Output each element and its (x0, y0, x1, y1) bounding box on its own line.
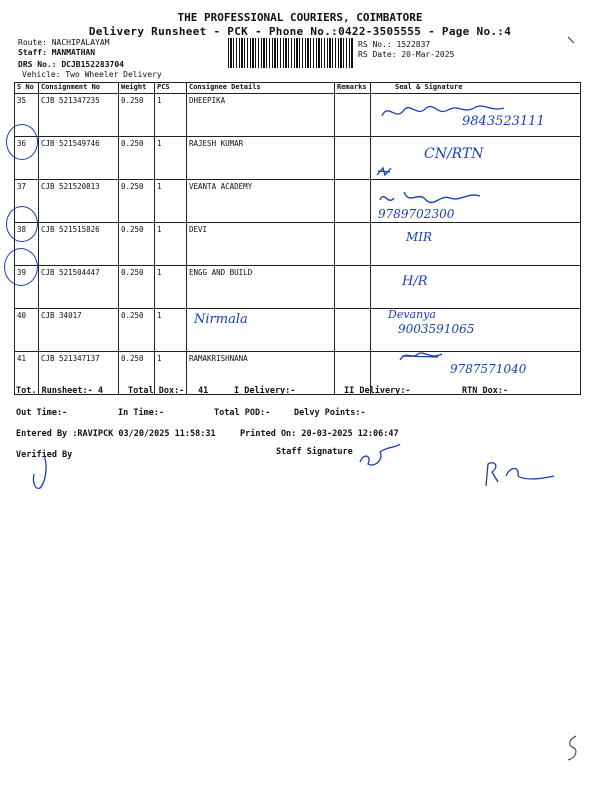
handwritten-phone-41: 9787571040 (450, 362, 527, 376)
out-time: Out Time:- (16, 408, 68, 418)
table-header-row (15, 83, 581, 94)
i-delivery: I Delivery:- (234, 386, 296, 396)
table-row (15, 180, 581, 223)
signature-scribble-41 (398, 348, 444, 368)
cell-consignee: RAJESH KUMAR (187, 137, 335, 180)
initials-signature (480, 458, 560, 492)
handwritten-phone-37: 9789702300 (378, 207, 455, 221)
total-pod: Total POD:- (214, 408, 271, 418)
col-header-remarks: Remarks (335, 83, 371, 94)
cell-consignment: CJB 521504447 (39, 266, 119, 309)
cell-consignee: RAMAKRISHNANA (187, 352, 335, 395)
cell-consignment: CJB 34017 (39, 309, 119, 352)
col-header-signature: Seal & Signature (371, 83, 581, 94)
cell-remarks (335, 309, 371, 352)
rs-no: RS No.: 1522837 (358, 40, 431, 49)
cell-sno: 41 (15, 352, 39, 395)
cell-sno: 37 (15, 180, 39, 223)
cell-remarks (335, 266, 371, 309)
cell-consignee: ENGG AND BUILD (187, 266, 335, 309)
cell-pcs: 1 (155, 309, 187, 352)
staple-mark (566, 734, 580, 768)
scribble-mark-36 (376, 162, 392, 181)
cell-weight: 0.250 (119, 309, 155, 352)
table-row (15, 137, 581, 180)
cell-consignee: DHEEPIKA (187, 94, 335, 137)
handwritten-note-36: CN/RTN (424, 146, 484, 162)
handwritten-note-38: MIR (406, 230, 433, 244)
cell-pcs: 1 (155, 223, 187, 266)
route-label: Route: NACHIPALAYAM (18, 38, 110, 47)
cell-consignment: CJB 521520813 (39, 180, 119, 223)
staff-label: Staff: MANMATHAN (18, 48, 96, 57)
staff-signature-label: Staff Signature (276, 447, 353, 457)
cell-weight: 0.250 (119, 94, 155, 137)
tot-runsheet: Tot. Runsheet:- 4 (16, 386, 103, 396)
verified-signature (30, 454, 50, 498)
delvy-points: Delvy Points:- (294, 408, 366, 418)
cell-weight: 0.250 (119, 266, 155, 309)
cell-remarks (335, 137, 371, 180)
cell-sno: 39 (15, 266, 39, 309)
cell-remarks (335, 223, 371, 266)
table-row (15, 223, 581, 266)
cell-consignment: CJB 521549746 (39, 137, 119, 180)
barcode (228, 38, 354, 68)
cell-consignment: CJB 521347137 (39, 352, 119, 395)
verified-by: Verified By (16, 450, 73, 460)
col-header-consignment: Consignment No (39, 83, 119, 94)
rtn-dox: RTN Dox:- (462, 386, 509, 396)
handwritten-phone-35: 9843523111 (462, 114, 545, 129)
drs-label: DRS No.: DCJB152283704 (18, 60, 124, 69)
entered-by: Entered By :RAVIPCK 03/20/2025 11:58:31 (16, 429, 216, 439)
total-dox-label: Total Dox:- (128, 386, 185, 396)
cell-remarks (335, 180, 371, 223)
ii-delivery: II Delivery:- (344, 386, 411, 396)
handwritten-phone-40: 9003591065 (398, 322, 475, 336)
col-header-weight: Weight (119, 83, 155, 94)
cell-weight: 0.250 (119, 223, 155, 266)
cell-pcs: 1 (155, 94, 187, 137)
cell-weight: 0.250 (119, 180, 155, 223)
cell-pcs: 1 (155, 352, 187, 395)
col-header-sno: S No (15, 83, 39, 94)
runsheet-title: Delivery Runsheet - PCK - Phone No.:0422-3505555 - Page No.:4 (88, 25, 512, 38)
ink-circle-36 (6, 124, 38, 160)
cell-pcs: 1 (155, 137, 187, 180)
in-time: In Time:- (118, 408, 165, 418)
ink-circle-39 (4, 248, 38, 286)
cell-sno: 38 (15, 223, 39, 266)
vehicle-label: Vehicle: Two Wheeler Delivery (22, 70, 162, 79)
cell-sno: 35 (15, 94, 39, 137)
cell-pcs: 1 (155, 266, 187, 309)
cell-sno: 36 (15, 137, 39, 180)
ink-circle-38 (6, 206, 38, 242)
handwritten-name-40: Nirmala (194, 312, 248, 327)
col-header-consignee: Consignee Details (187, 83, 335, 94)
cell-weight: 0.250 (119, 352, 155, 395)
cell-consignment: CJB 521347235 (39, 94, 119, 137)
col-header-pcs: PCS (155, 83, 187, 94)
handwritten-sig-40: Devanya (388, 308, 436, 321)
rs-date: RS Date: 20-Mar-2025 (358, 50, 455, 59)
total-dox-value: 41 (198, 386, 209, 396)
printed-on: Printed On: 20-03-2025 12:06:47 (240, 429, 399, 439)
table-row (15, 266, 581, 309)
table-row (15, 309, 581, 352)
cell-sno: 40 (15, 309, 39, 352)
staff-signature (354, 442, 404, 476)
cell-pcs: 1 (155, 180, 187, 223)
cell-signature (371, 223, 581, 266)
company-title: THE PROFESSIONAL COURIERS, COIMBATORE (177, 11, 423, 24)
cell-consignee: VEANTA ACADEMY (187, 180, 335, 223)
cell-consignment: CJB 521515826 (39, 223, 119, 266)
handwritten-note-39: H/R (402, 274, 428, 289)
margin-mark (566, 30, 576, 49)
cell-consignee: DEVI (187, 223, 335, 266)
cell-remarks (335, 94, 371, 137)
cell-weight: 0.250 (119, 137, 155, 180)
